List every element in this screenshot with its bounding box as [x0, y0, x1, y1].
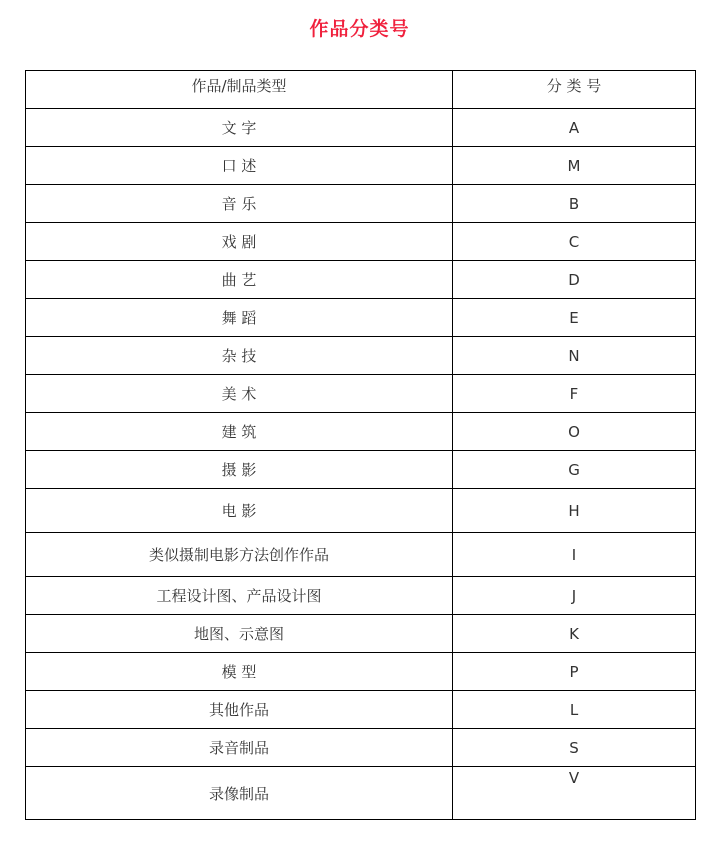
table-row [26, 413, 696, 451]
type-cell: 文 字 [26, 109, 453, 147]
code-cell: S [453, 729, 696, 767]
type-cell: 曲 艺 [26, 261, 453, 299]
type-cell: 音 乐 [26, 185, 453, 223]
type-cell: 地图、示意图 [26, 615, 453, 653]
type-cell: 舞 蹈 [26, 299, 453, 337]
table-row [26, 337, 696, 375]
type-cell: 口 述 [26, 147, 453, 185]
code-cell: E [453, 299, 696, 337]
table-row [26, 729, 696, 767]
table-row [26, 653, 696, 691]
code-cell: G [453, 451, 696, 489]
type-cell: 模 型 [26, 653, 453, 691]
table-row [26, 147, 696, 185]
code-cell: I [453, 533, 696, 577]
type-cell: 工程设计图、产品设计图 [26, 577, 453, 615]
code-cell: N [453, 337, 696, 375]
type-cell: 其他作品 [26, 691, 453, 729]
table-row [26, 109, 696, 147]
code-cell: D [453, 261, 696, 299]
table-row [26, 261, 696, 299]
type-cell: 美 术 [26, 375, 453, 413]
type-cell: 录像制品 [26, 767, 453, 820]
code-cell: L [453, 691, 696, 729]
code-cell: F [453, 375, 696, 413]
header-code: 分 类 号 [453, 71, 696, 109]
type-cell: 建 筑 [26, 413, 453, 451]
table-row [26, 375, 696, 413]
code-cell: A [453, 109, 696, 147]
table-row [26, 299, 696, 337]
table-row [26, 615, 696, 653]
code-cell: K [453, 615, 696, 653]
classification-table [25, 70, 696, 820]
code-cell: M [453, 147, 696, 185]
header-type: 作品/制品类型 [26, 71, 453, 109]
table-row [26, 451, 696, 489]
table-row [26, 185, 696, 223]
code-cell: H [453, 489, 696, 533]
table-row [26, 691, 696, 729]
type-cell: 电 影 [26, 489, 453, 533]
table-row [26, 489, 696, 533]
table-row [26, 577, 696, 615]
type-cell: 摄 影 [26, 451, 453, 489]
code-cell: O [453, 413, 696, 451]
code-cell: J [453, 577, 696, 615]
table-row [26, 223, 696, 261]
type-cell: 戏 剧 [26, 223, 453, 261]
code-cell: C [453, 223, 696, 261]
table-row [26, 767, 696, 820]
code-cell: V [453, 767, 696, 820]
page-title: 作品分类号 [309, 18, 410, 40]
type-cell: 录音制品 [26, 729, 453, 767]
type-cell: 杂 技 [26, 337, 453, 375]
table-header-row [26, 71, 696, 109]
type-cell: 类似摄制电影方法创作作品 [26, 533, 453, 577]
code-cell: P [453, 653, 696, 691]
code-cell: B [453, 185, 696, 223]
table-row [26, 533, 696, 577]
